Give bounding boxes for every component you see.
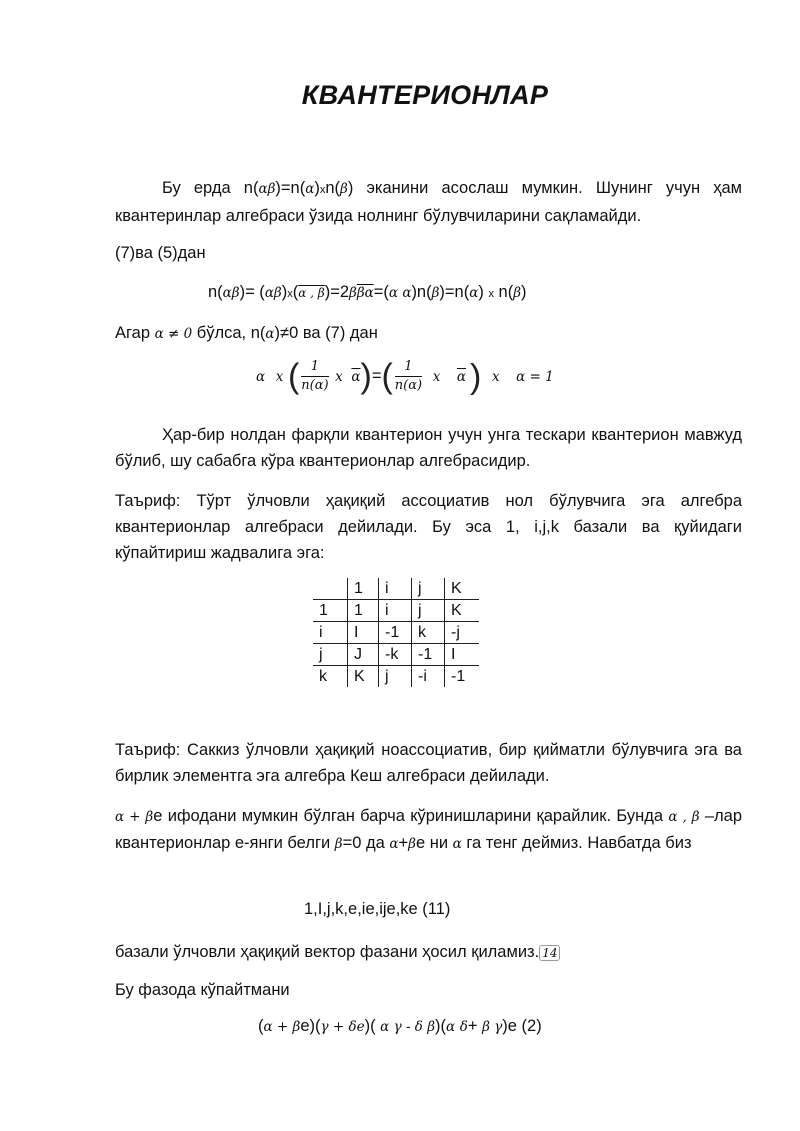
table-row xyxy=(313,622,479,644)
table-row xyxy=(313,644,479,666)
fraction xyxy=(395,358,422,395)
table-cell: -j xyxy=(445,622,480,644)
math-beta: β xyxy=(349,285,357,301)
eq-text: )n( xyxy=(411,283,432,301)
text-run: бўлса, n( xyxy=(192,324,266,342)
table-cell: j xyxy=(313,644,348,666)
table-cell: -1 xyxy=(412,644,445,666)
left-paren: ( xyxy=(287,357,300,396)
math-alpha: α xyxy=(305,181,315,197)
math-alpha-beta: αβ xyxy=(222,285,240,301)
eq-text: )е (2) xyxy=(502,1017,542,1035)
fraction-numerator: 1 xyxy=(395,358,422,377)
table-cell: i xyxy=(379,578,412,600)
math-alpha-alpha-bar: α α xyxy=(388,285,412,301)
math-beta: β xyxy=(340,181,348,197)
table-cell: i xyxy=(313,622,348,644)
paragraph-definition-quaternion: Таъриф: Тўрт ўлчовли ҳақиқий ассоциатив нол бўлувчига эга алгебра квантерионлар алгебраси дейилади. Бу эса 1, i,j,k базали ва қуйидаги кўпайтириш жадвалига эга: xyxy=(115,492,742,562)
eq-text: )=2 xyxy=(324,283,350,301)
text-run: –лар квантерионлар е-янги белги xyxy=(115,807,742,852)
table-cell: k xyxy=(319,668,327,685)
table-cell: J xyxy=(348,644,379,666)
times-sign: x xyxy=(432,368,441,385)
math-alpha-bar: $\overline{\alpha}$ xyxy=(456,368,467,385)
math-alpha-beta-pair: α , β xyxy=(668,809,700,825)
table-cell: -1 xyxy=(379,622,412,644)
text-run: е ифодани мумкин бўлган барча кўринишларини қарайлик. Бунда xyxy=(153,807,669,825)
text-run: га тенг деймиз. Навбатда биз xyxy=(461,834,692,852)
eq-text: )= ( xyxy=(239,283,265,301)
left-paren: ( xyxy=(381,357,393,396)
text-run: Агар xyxy=(115,324,155,342)
equation-norm xyxy=(208,283,527,302)
math-beta-gamma: β γ xyxy=(482,1019,503,1035)
times-sign: x xyxy=(335,368,343,385)
multiplication-table xyxy=(313,578,479,687)
text-run: базали ўлчовли ҳақиқий вектор фазани ҳосил қиламиз. xyxy=(115,943,540,961)
paragraph-product: Бу фазода кўпайтмани xyxy=(115,981,290,999)
table-cell: -1 xyxy=(445,666,480,688)
math-condition: α ≠ 0 xyxy=(154,326,193,342)
citation-reference: 14 xyxy=(539,945,560,961)
math-alpha: α xyxy=(469,285,479,301)
text-run: ) эканини асослаш мумкин. Шунинг учун ҳам квантеринлар алгебраси ўзида нолнинг бўлувчиларини сақламайди. xyxy=(115,179,742,225)
paragraph-inverse-note: Ҳар-бир нолдан фарқли квантерион учун унга тескари квантерион мавжуд бўлиб, шу сабабга кўра квантерионлар алгебрасидир. xyxy=(115,426,742,470)
math-delta: δ xyxy=(459,1019,468,1035)
eq-text: ) xyxy=(281,283,288,301)
fraction-numerator: 1 xyxy=(301,358,328,377)
eq-text: )( xyxy=(364,1017,381,1035)
math-result: α = 1 xyxy=(516,368,554,385)
text-run: Бу ерда n( xyxy=(162,179,259,197)
equation-inverse xyxy=(256,358,554,395)
table-cell: -k xyxy=(379,644,412,666)
eq-text: ) xyxy=(521,283,527,301)
math-beta: β xyxy=(408,836,416,852)
paragraph-condition xyxy=(115,320,742,347)
eq-text: ( xyxy=(258,1017,264,1035)
text-run: )=n( xyxy=(275,179,306,197)
eq-text: =( xyxy=(373,283,389,301)
equation-basis: 1,I,j,k,e,ie,ije,ke (11) xyxy=(304,900,451,918)
right-paren: ) xyxy=(470,357,482,396)
eq-text: е)( xyxy=(300,1017,321,1035)
math-alpha-beta: αβ xyxy=(264,285,282,301)
times-sign: x xyxy=(319,184,326,196)
table-cell: j xyxy=(379,666,412,688)
table-cell: I xyxy=(348,622,379,644)
math-gamma-plus-delta: γ + δe xyxy=(320,1019,365,1035)
table-cell: I xyxy=(445,644,480,666)
table-cell: 1 xyxy=(313,600,348,622)
math-beta: β xyxy=(431,285,440,301)
table-cell: 1 xyxy=(348,578,379,600)
eq-text: )=n( xyxy=(439,283,470,301)
paragraph-intro xyxy=(115,175,742,229)
eq-text: n( xyxy=(208,283,223,301)
math-alpha-plus-beta: α + β xyxy=(263,1019,301,1035)
table-cell xyxy=(313,578,348,600)
text-run: + xyxy=(398,834,409,852)
math-alpha-beta: αβ xyxy=(258,181,276,197)
page-title: КВАНТЕРИОНЛАР xyxy=(301,80,549,110)
table-row xyxy=(313,600,479,622)
table-cell: j xyxy=(412,578,445,600)
equation-product xyxy=(258,1017,542,1036)
eq-text: + xyxy=(467,1017,483,1035)
equals-sign: = xyxy=(371,366,382,385)
math-alpha: α xyxy=(446,1019,456,1035)
table-cell: K xyxy=(445,600,480,622)
table-cell: k xyxy=(412,622,445,644)
math-alpha: α xyxy=(452,836,462,852)
times-sign: x xyxy=(275,368,284,385)
text-run: ) xyxy=(314,179,320,197)
times-sign: x xyxy=(491,368,500,385)
eq-text: ( xyxy=(292,283,299,301)
math-alpha: α xyxy=(256,368,266,385)
fraction-denominator: n(α) xyxy=(394,378,423,393)
math-alpha: α xyxy=(389,836,399,852)
table-cell: 1 xyxy=(348,600,379,622)
table-cell: K xyxy=(445,578,480,600)
table-cell: i xyxy=(379,600,412,622)
math-conjugate-pair: α , β xyxy=(298,286,325,300)
math-alpha: α xyxy=(265,326,275,342)
math-alpha-plus-beta: α + β xyxy=(115,809,154,825)
text-run: =0 да xyxy=(342,834,390,852)
table-cell: -i xyxy=(412,666,445,688)
table-row xyxy=(313,578,479,600)
times-sign: x xyxy=(287,288,293,300)
math-alpha-bar: $\overline{\alpha}$ xyxy=(351,368,361,385)
paragraph-expression xyxy=(115,803,742,857)
right-paren: ) xyxy=(360,357,372,396)
text-run: е ни xyxy=(415,834,453,852)
table-cell: j xyxy=(412,600,445,622)
math-beta: β xyxy=(334,836,343,852)
text-run: n( xyxy=(325,179,340,197)
times-sign: x xyxy=(488,288,494,300)
table-cell: K xyxy=(348,666,379,688)
fraction xyxy=(301,358,328,395)
fraction-denominator: n(α) xyxy=(301,378,329,393)
text-run: )≠0 ва (7) дан xyxy=(274,324,378,342)
paragraph-vector-space xyxy=(115,939,742,966)
eq-text: ) xyxy=(478,283,489,301)
paragraph-reference: (7)ва (5)дан xyxy=(115,244,206,262)
math-beta: β xyxy=(513,285,522,301)
math-gamma-delta: α γ - δ β xyxy=(380,1019,436,1035)
table-row xyxy=(313,666,479,688)
eq-text: )( xyxy=(435,1017,447,1035)
eq-text: n( xyxy=(493,283,514,301)
paragraph-definition-cayley: Таъриф: Саккиз ўлчовли ҳақиқий ноассоциатив, бир қийматли бўлувчига эга ва бирлик элементга эга алгебра Кеш алгебраси дейилади. xyxy=(115,741,742,785)
math-beta-alpha-bar: $\overline{\beta\alpha}$ xyxy=(356,285,374,301)
